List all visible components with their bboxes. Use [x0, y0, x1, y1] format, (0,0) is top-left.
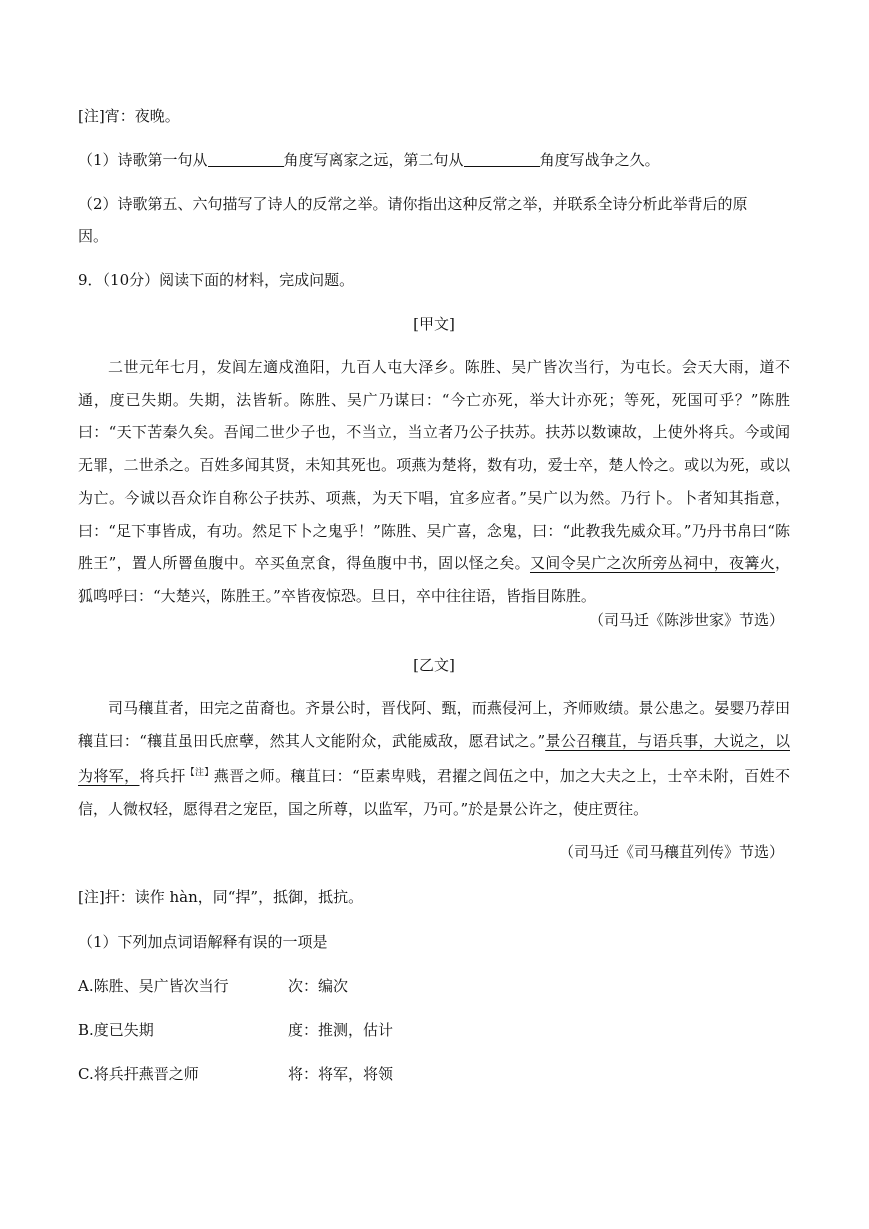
question-9: 9．（10分）阅读下面的材料，完成问题。 [78, 271, 355, 289]
jia-text-after: ，狐鸣呼曰：“大楚兴，陈胜王。”卒皆夜惊恐。旦日，卒中往往语，皆指目陈胜。 [78, 554, 790, 605]
question-1-prefix: （1）诗歌第一句从 [78, 151, 208, 169]
question-1-middle: 角度写离家之远，第二句从 [283, 151, 464, 169]
yi-source: （司马迁《司马穰苴列传》节选） [558, 843, 784, 861]
option-a-text: A.陈胜、吴广皆次当行 [78, 977, 229, 995]
option-a-gloss: 次：编次 [288, 977, 349, 995]
jia-passage [78, 351, 790, 613]
option-c-text: C.将兵扞燕晋之师 [78, 1065, 199, 1083]
yi-underlined: 景公召穰苴，与语兵事，大说之，以为将军， [78, 731, 790, 786]
jia-underlined: 又间令吴广之次所旁丛祠中，夜篝火 [530, 554, 775, 573]
yi-text-mid: 将兵扞 [139, 767, 186, 786]
jia-heading: [甲文] [413, 315, 455, 333]
answer-blank-2[interactable] [464, 150, 540, 167]
question-1 [78, 150, 790, 170]
yi-heading: [乙文] [413, 656, 455, 674]
question-2-line-2: 因。 [78, 227, 109, 245]
note-han: [注]扞：读作 hàn，同“捍”，抵御，抵抗。 [78, 888, 364, 906]
yi-text-after: 燕晋之师。穰苴曰：“臣素卑贱，君擢之闾伍之中，加之大夫之上，士卒未附，百姓不信，人微权轻，愿得君之宠臣，国之所尊，以监军，乃可。”於是景公许之，使庄贾往。 [78, 767, 790, 819]
question-2-line-1: （2）诗歌第五、六句描写了诗人的反常之举。请你指出这种反常之举，并联系全诗分析此举背后的原 [78, 195, 748, 213]
answer-blank-1[interactable] [208, 150, 284, 167]
note-xiao: [注]宵：夜晚。 [78, 107, 180, 125]
option-b-text: B.度已失期 [78, 1021, 154, 1039]
jia-text-before: 二世元年七月，发闾左適戍渔阳，九百人屯大泽乡。陈胜、吴广皆次当行，为屯长。会天大雨，道不通，度已失期。失期，法皆斩。陈胜、吴广乃谋曰：“今亡亦死，举大计亦死；等死，死国可乎？”陈胜曰：“天下苦秦久矣。吾闻二世少子也，不当立，当立者乃公子扶苏。扶苏以数谏故，上使外将兵。今或闻无罪，二世杀之。百姓多闻其贤，未知其死也。项燕为楚将，数有功，爱士卒，楚人怜之。或以为死，或以为亡。今诚以吾众诈自称公子扶苏、项燕，为天下唱，宜多应者。”吴广以为然。乃行卜。卜者知其指意，曰：“足下事皆成，有功。然足下卜之鬼乎！”陈胜、吴广喜，念鬼，曰：“此教我先威众耳。”乃丹书帛曰“陈胜王”，置人所罾鱼腹中。卒买鱼烹食，得鱼腹中书，固以怪之矣。 [78, 358, 790, 573]
question-1-suffix: 角度写战争之久。 [539, 151, 660, 169]
note-marker: 【注】 [185, 768, 214, 779]
jia-source: （司马迁《陈涉世家》节选） [588, 611, 784, 629]
option-c-gloss: 将：将军，将领 [288, 1065, 394, 1083]
yi-text-before: 司马穰苴者，田完之苗裔也。齐景公时，晋伐阿、甄，而燕侵河上，齐师败绩。景公患之。晏婴乃荐田穰苴曰：“穰苴虽田氏庶孽，然其人文能附众，武能威敌，愿君试之。” [78, 699, 790, 750]
option-b-gloss: 度：推测，估计 [288, 1021, 394, 1039]
sub-question-1: （1）下列加点词语解释有误的一项是 [78, 933, 328, 951]
yi-passage [78, 692, 790, 826]
